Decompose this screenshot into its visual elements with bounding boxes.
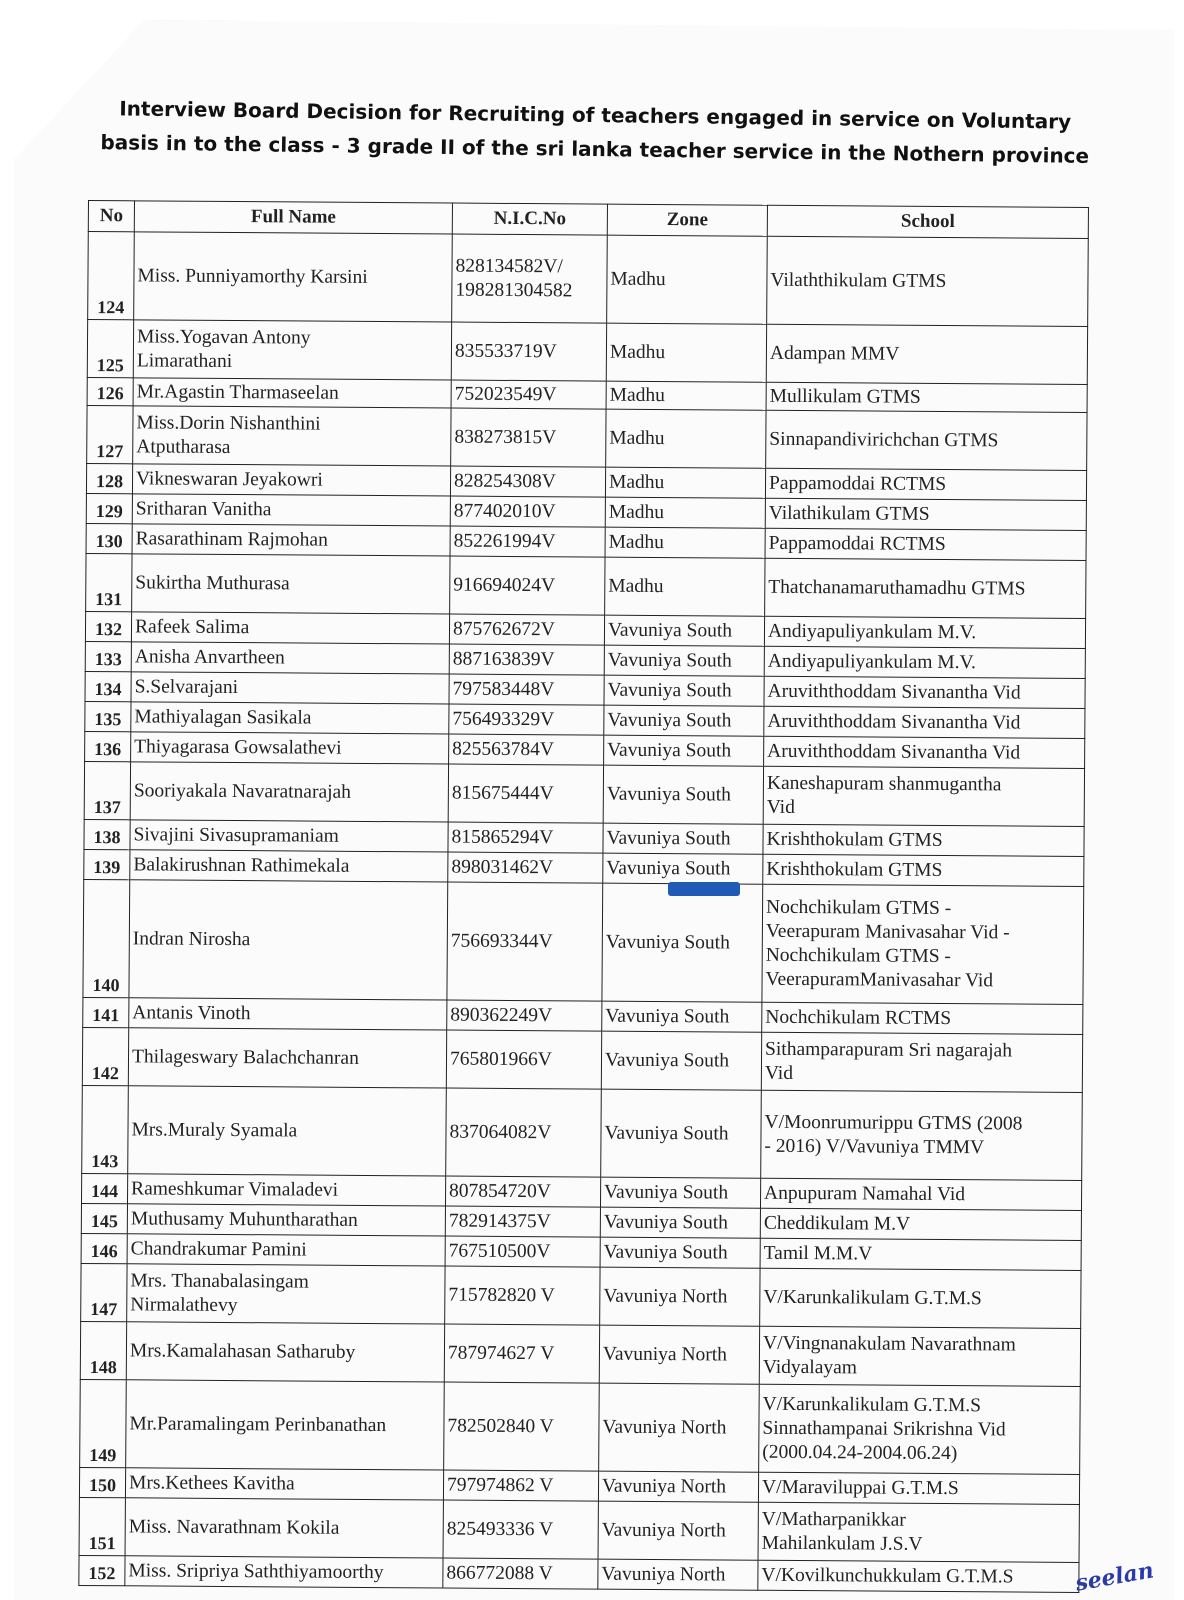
table-row bbox=[87, 405, 1087, 470]
row-zone: Madhu bbox=[606, 409, 766, 468]
row-school: Kaneshapuram shanmugantha Vid bbox=[763, 766, 1084, 826]
row-full-name: Mrs.Muraly Syamala bbox=[128, 1086, 447, 1176]
row-full-name: Anisha Anvartheen bbox=[131, 642, 449, 674]
row-number: 150 bbox=[79, 1467, 125, 1497]
row-zone: Vavuniya South bbox=[604, 705, 764, 736]
row-school: Adampan MMV bbox=[766, 324, 1087, 384]
row-nic: 825563784V bbox=[449, 734, 604, 765]
header-zone: Zone bbox=[607, 204, 767, 236]
row-zone: Madhu bbox=[605, 527, 765, 558]
table-row bbox=[82, 1027, 1082, 1092]
row-nic: 887163839V bbox=[449, 644, 604, 675]
header-nic: N.I.C.No bbox=[452, 203, 607, 235]
row-zone: Madhu bbox=[605, 497, 765, 528]
row-zone: Vavuniya South bbox=[600, 1177, 760, 1208]
row-nic: 782914375V bbox=[445, 1206, 600, 1237]
row-zone: Vavuniya South bbox=[604, 615, 764, 646]
table-row bbox=[88, 232, 1089, 327]
row-nic: 815865294V bbox=[448, 822, 603, 853]
table-row bbox=[79, 1555, 1079, 1592]
row-school: Pappamoddai RCTMS bbox=[765, 468, 1086, 500]
row-nic: 715782820 V bbox=[445, 1266, 600, 1325]
table-row bbox=[87, 320, 1087, 385]
row-number: 132 bbox=[85, 611, 131, 641]
row-nic: 797583448V bbox=[449, 674, 604, 705]
row-zone: Vavuniya North bbox=[598, 1471, 758, 1502]
row-school: Krishthokulam GTMS bbox=[763, 824, 1084, 856]
row-number: 143 bbox=[82, 1085, 129, 1173]
row-number: 151 bbox=[79, 1497, 125, 1555]
row-school: Aruviththoddam Sivanantha Vid bbox=[764, 676, 1085, 708]
table-row bbox=[86, 553, 1086, 618]
row-zone: Vavuniya North bbox=[600, 1267, 760, 1326]
row-full-name: Miss. Navarathnam Kokila bbox=[125, 1498, 443, 1558]
row-nic: 782502840 V bbox=[444, 1382, 600, 1471]
row-zone: Vavuniya South bbox=[604, 645, 764, 676]
row-zone: Vavuniya South bbox=[604, 735, 764, 766]
row-full-name: Mrs. Thanabalasingam Nirmalathevy bbox=[127, 1264, 445, 1324]
row-number: 146 bbox=[81, 1233, 127, 1263]
row-nic: 916694024V bbox=[450, 556, 605, 615]
table-row bbox=[79, 1497, 1079, 1562]
row-number: 130 bbox=[86, 523, 132, 553]
row-full-name: Miss.Dorin Nishanthini Atputharasa bbox=[133, 406, 451, 466]
row-full-name: Vikneswaran Jeyakowri bbox=[132, 464, 450, 496]
row-full-name: Indran Nirosha bbox=[129, 880, 448, 1000]
row-school: V/Kovilkunchukkulam G.T.M.S bbox=[758, 1560, 1079, 1592]
row-nic: 838273815V bbox=[451, 408, 606, 467]
row-number: 131 bbox=[86, 553, 132, 611]
row-school: Vilathikulam GTMS bbox=[765, 498, 1086, 530]
row-nic: 765801966V bbox=[446, 1030, 601, 1089]
row-number: 136 bbox=[85, 731, 131, 761]
row-zone: Vavuniya South bbox=[603, 765, 763, 824]
row-number: 124 bbox=[88, 232, 135, 320]
row-zone: Vavuniya South bbox=[600, 1237, 760, 1268]
row-number: 126 bbox=[87, 377, 133, 405]
row-school: Andiyapuliyankulam M.V. bbox=[764, 616, 1085, 648]
row-zone: Vavuniya North bbox=[598, 1501, 758, 1560]
row-full-name: Rameshkumar Vimaladevi bbox=[127, 1174, 445, 1206]
row-number: 145 bbox=[81, 1203, 127, 1233]
row-school: Aruviththoddam Sivanantha Vid bbox=[764, 706, 1085, 738]
row-full-name: Sooriyakala Navaratnarajah bbox=[130, 762, 448, 822]
row-full-name: Mrs.Kethees Kavitha bbox=[125, 1468, 443, 1500]
row-number: 133 bbox=[85, 641, 131, 671]
row-zone: Vavuniya South bbox=[603, 853, 763, 884]
row-number: 139 bbox=[84, 849, 130, 879]
row-full-name: Mr.Paramalingam Perinbanathan bbox=[126, 1380, 445, 1470]
row-zone: Vavuniya South bbox=[602, 883, 763, 1002]
row-school: V/Karunkalikulam G.T.M.S Sinnathampanai Srikrishna Vid (2000.04.24-2004.06.24) bbox=[759, 1384, 1081, 1474]
row-number: 140 bbox=[83, 879, 130, 997]
header-no: No bbox=[88, 201, 134, 232]
row-zone: Vavuniya South bbox=[600, 1207, 760, 1238]
row-zone: Vavuniya South bbox=[602, 1001, 762, 1032]
row-school: Thatchanamaruthamadhu GTMS bbox=[765, 558, 1086, 618]
row-full-name: Mathiyalagan Sasikala bbox=[131, 702, 449, 734]
row-school: Nochchikulam GTMS - Veerapuram Manivasahar Vid - Nochchikulam GTMS - VeerapuramManivasahar Vid bbox=[762, 884, 1084, 1004]
row-number: 125 bbox=[87, 320, 133, 378]
title-line-2: basis in to the class - 3 grade II of the sri lanka teacher service in the Nothern province bbox=[100, 130, 1090, 168]
row-zone: Madhu bbox=[606, 323, 766, 382]
recruitment-table bbox=[78, 200, 1089, 1593]
table-row bbox=[82, 1085, 1083, 1180]
row-full-name: Muthusamy Muhuntharathan bbox=[127, 1204, 445, 1236]
header-school: School bbox=[767, 205, 1088, 238]
row-nic: 890362249V bbox=[447, 1000, 602, 1031]
row-number: 152 bbox=[79, 1555, 125, 1585]
row-zone: Vavuniya North bbox=[598, 1559, 758, 1590]
row-school: Tamil M.M.V bbox=[760, 1238, 1081, 1270]
table-row bbox=[83, 879, 1084, 1004]
document-title bbox=[100, 91, 1091, 173]
row-full-name: Mr.Agastin Tharmaseelan bbox=[133, 378, 451, 408]
row-full-name: Sivajini Sivasupramaniam bbox=[130, 820, 448, 852]
row-nic: 835533719V bbox=[451, 322, 606, 381]
header-full-name: Full Name bbox=[134, 201, 452, 234]
row-number: 128 bbox=[86, 463, 132, 493]
row-school: V/Maraviluppai G.T.M.S bbox=[758, 1472, 1079, 1504]
row-zone: Madhu bbox=[605, 557, 765, 616]
row-nic: 852261994V bbox=[450, 526, 605, 557]
row-school: V/Vingnanakulam Navarathnam Vidyalayam bbox=[759, 1326, 1080, 1386]
row-full-name: Sritharan Vanitha bbox=[132, 494, 450, 526]
row-nic: 825493336 V bbox=[443, 1500, 598, 1559]
row-nic: 752023549V bbox=[451, 380, 606, 409]
row-school: Pappamoddai RCTMS bbox=[765, 528, 1086, 560]
row-zone: Madhu bbox=[607, 235, 768, 324]
row-number: 129 bbox=[86, 493, 132, 523]
row-nic: 767510500V bbox=[445, 1236, 600, 1267]
row-number: 137 bbox=[84, 761, 130, 819]
row-school: Anpupuram Namahal Vid bbox=[760, 1178, 1081, 1210]
row-school: Sithamparapuram Sri nagarajah Vid bbox=[761, 1032, 1082, 1092]
row-full-name: Miss.Yogavan Antony Limarathani bbox=[133, 320, 451, 380]
row-nic: 877402010V bbox=[450, 496, 605, 527]
row-full-name: Sukirtha Muthurasa bbox=[132, 554, 450, 614]
row-number: 142 bbox=[82, 1027, 128, 1085]
row-full-name: Chandrakumar Pamini bbox=[127, 1234, 445, 1266]
row-number: 144 bbox=[81, 1173, 127, 1203]
row-number: 148 bbox=[80, 1321, 126, 1379]
row-school: V/Karunkalikulam G.T.M.S bbox=[760, 1268, 1081, 1328]
row-zone: Vavuniya North bbox=[599, 1325, 759, 1384]
row-nic: 797974862 V bbox=[443, 1470, 598, 1501]
table-row bbox=[81, 1263, 1081, 1328]
row-school: V/Moonrumurippu GTMS (2008 - 2016) V/Vavuniya TMMV bbox=[761, 1090, 1083, 1180]
row-full-name: Thiyagarasa Gowsalathevi bbox=[131, 732, 449, 764]
row-school: Sinnapandivirichchan GTMS bbox=[766, 410, 1087, 470]
row-full-name: Balakirushnan Rathimekala bbox=[130, 850, 448, 882]
row-school: V/Matharpanikkar Mahilankulam J.S.V bbox=[758, 1502, 1079, 1562]
row-school: Aruviththoddam Sivanantha Vid bbox=[764, 736, 1085, 768]
row-number: 138 bbox=[84, 819, 130, 849]
recruitment-table-wrapper bbox=[78, 200, 1088, 1593]
table-row bbox=[80, 1379, 1081, 1474]
row-nic: 866772088 V bbox=[443, 1558, 598, 1589]
row-number: 127 bbox=[87, 405, 133, 463]
row-number: 134 bbox=[85, 671, 131, 701]
row-nic: 837064082V bbox=[446, 1088, 602, 1177]
row-number: 149 bbox=[80, 1379, 127, 1467]
row-zone: Vavuniya South bbox=[601, 1031, 761, 1090]
row-nic: 828254308V bbox=[450, 466, 605, 497]
row-school: Nochchikulam RCTMS bbox=[762, 1002, 1083, 1034]
row-full-name: Rasarathinam Rajmohan bbox=[132, 524, 450, 556]
row-full-name: Miss. Punniyamorthy Karsini bbox=[134, 232, 453, 322]
row-number: 141 bbox=[83, 997, 129, 1027]
row-nic: 815675444V bbox=[448, 764, 603, 823]
row-school: Cheddikulam M.V bbox=[760, 1208, 1081, 1240]
row-nic: 756493329V bbox=[449, 704, 604, 735]
table-body bbox=[79, 232, 1088, 1593]
table-row bbox=[80, 1321, 1080, 1386]
signature-stamp: seelan bbox=[1073, 1557, 1156, 1597]
row-school: Andiyapuliyankulam M.V. bbox=[764, 646, 1085, 678]
title-line-1: Interview Board Decision for Recruiting of teachers engaged in service on Voluntary bbox=[119, 96, 1072, 134]
row-zone: Madhu bbox=[605, 467, 765, 498]
row-nic: 807854720V bbox=[445, 1176, 600, 1207]
row-number: 147 bbox=[81, 1263, 127, 1321]
row-nic: 787974627 V bbox=[444, 1324, 599, 1383]
row-zone: Madhu bbox=[606, 381, 766, 410]
row-full-name: Thilageswary Balachchanran bbox=[128, 1028, 446, 1088]
row-school: Mullikulam GTMS bbox=[766, 382, 1087, 412]
row-nic: 898031462V bbox=[448, 852, 603, 883]
row-zone: Vavuniya North bbox=[599, 1383, 760, 1472]
row-school: Krishthokulam GTMS bbox=[763, 854, 1084, 886]
row-full-name: Mrs.Kamalahasan Satharuby bbox=[126, 1322, 444, 1382]
row-zone: Vavuniya South bbox=[603, 823, 763, 854]
row-full-name: Miss. Sripriya Saththiyamoorthy bbox=[125, 1556, 443, 1588]
watermark-logo-icon bbox=[668, 882, 740, 896]
table-row bbox=[84, 761, 1084, 826]
row-full-name: S.Selvarajani bbox=[131, 672, 449, 704]
row-full-name: Antanis Vinoth bbox=[129, 998, 447, 1030]
row-number: 135 bbox=[85, 701, 131, 731]
row-nic: 756693344V bbox=[447, 882, 603, 1001]
row-zone: Vavuniya South bbox=[601, 1089, 762, 1178]
row-full-name: Rafeek Salima bbox=[131, 612, 449, 644]
row-school: Vilaththikulam GTMS bbox=[767, 236, 1089, 326]
row-nic: 875762672V bbox=[449, 614, 604, 645]
row-zone: Vavuniya South bbox=[604, 675, 764, 706]
row-nic: 828134582V/ 198281304582 bbox=[452, 234, 608, 323]
